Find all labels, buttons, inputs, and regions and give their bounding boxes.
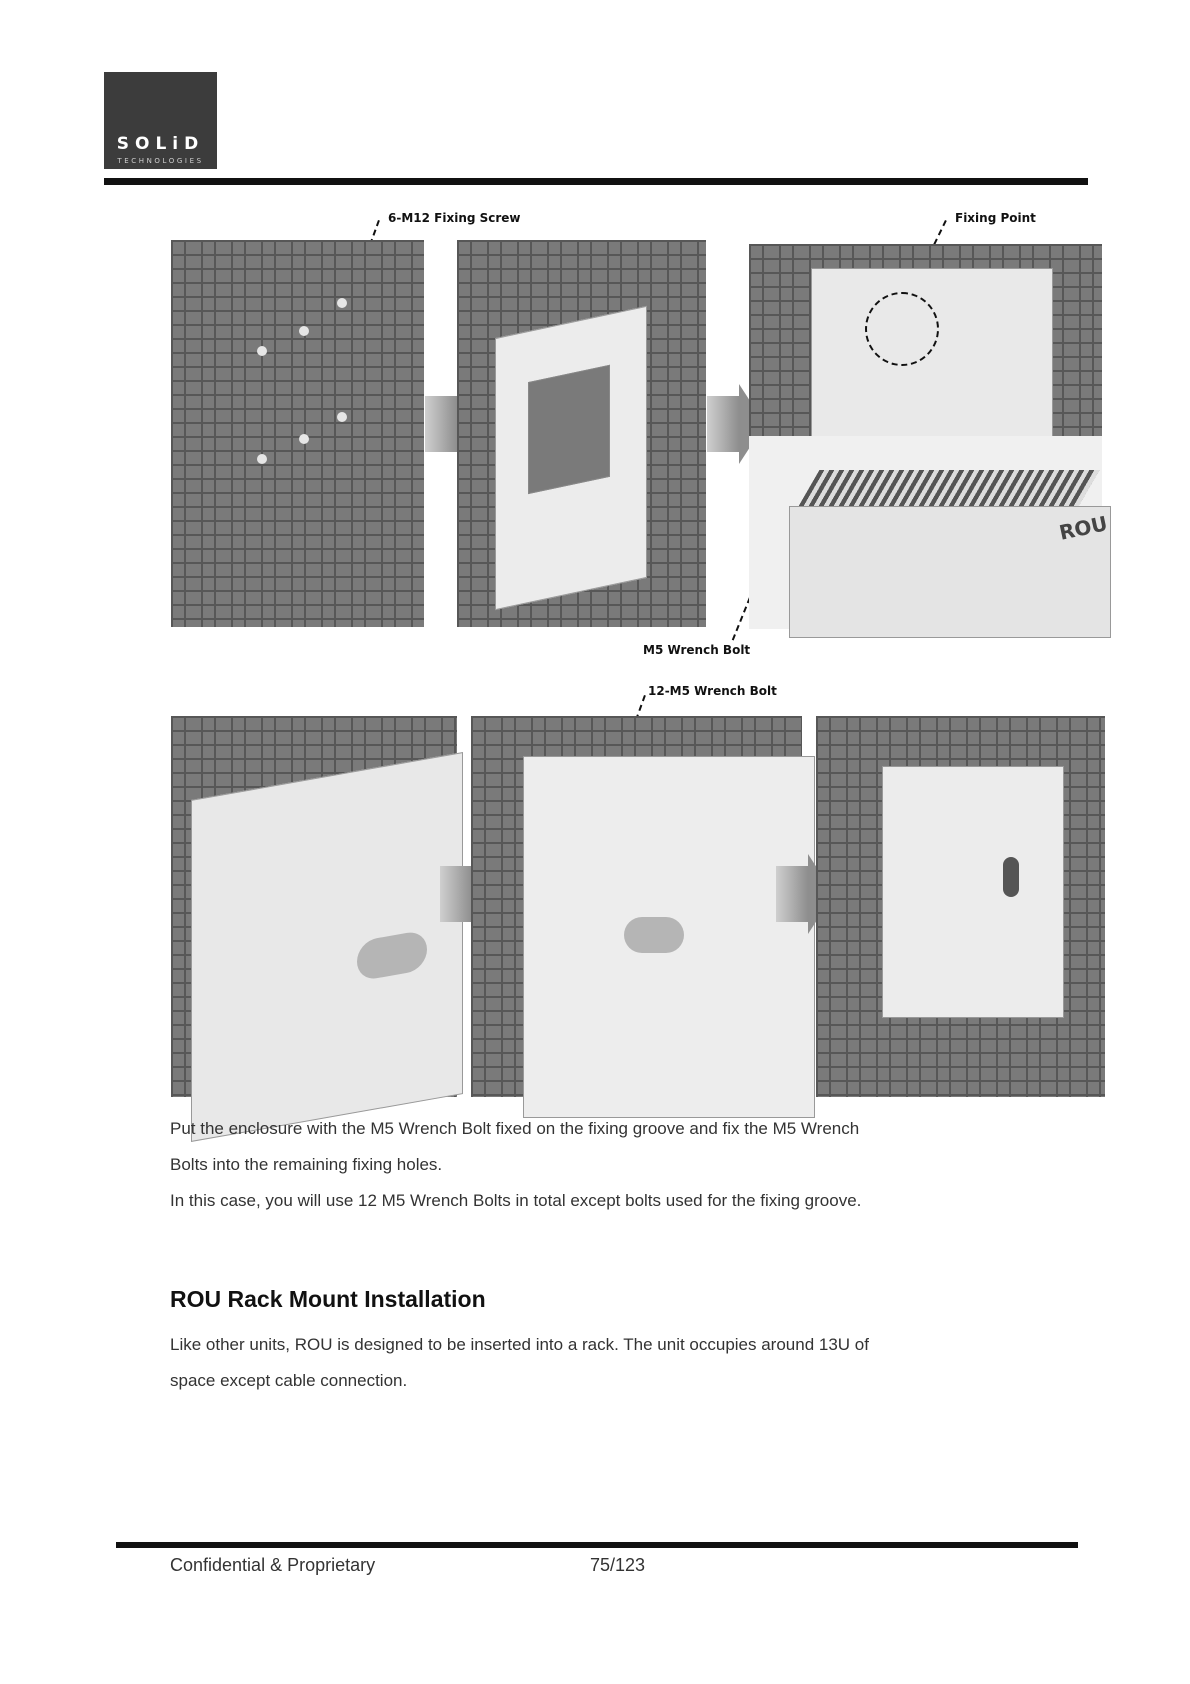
step-2-bracket	[457, 240, 706, 627]
handle-icon	[624, 917, 684, 953]
wall-bracket	[495, 306, 647, 610]
logo-wordmark: SOLiD	[116, 134, 205, 154]
callout-fixing-point: Fixing Point	[955, 211, 1036, 225]
screw-icon	[257, 454, 267, 464]
enclosure-top	[811, 268, 1053, 438]
screw-icon	[257, 346, 267, 356]
step-1-wall-screws	[171, 240, 424, 627]
callout-m5-bolt: M5 Wrench Bolt	[643, 643, 751, 657]
enclosure-latch	[1003, 857, 1019, 897]
handle-icon	[357, 929, 427, 981]
enclosure-panel	[191, 752, 463, 1142]
instruction-line-1: Put the enclosure with the M5 Wrench Bolt fixed on the fixing groove and fix the M5 Wrench	[170, 1119, 860, 1138]
section-title: ROU Rack Mount Installation	[170, 1286, 486, 1312]
footer-divider	[116, 1542, 1078, 1548]
page-number: 75/123	[590, 1555, 646, 1575]
enclosure-panel	[523, 756, 815, 1118]
step-3-enclosure-hanging	[749, 436, 1110, 629]
screw-icon	[337, 298, 347, 308]
screw-icon	[299, 434, 309, 444]
heatsink-fins	[799, 470, 1100, 506]
logo-subtitle: TECHNOLOGIES	[117, 157, 204, 165]
step-arrow	[776, 866, 808, 922]
footer-confidential: Confidential & Proprietary	[170, 1555, 376, 1575]
installed-enclosure	[882, 766, 1064, 1018]
unit-label: ROU	[1057, 511, 1110, 545]
rack-mount-line-2: space except cable connection.	[170, 1371, 408, 1390]
step-5-fix-bolts	[471, 716, 802, 1097]
step-3-fixing-point-closeup	[749, 244, 1102, 436]
callout-m5-bolts-12: 12-M5 Wrench Bolt	[648, 684, 777, 698]
rack-mount-line-1: Like other units, ROU is designed to be inserted into a rack. The unit occupies around 13U of	[170, 1335, 869, 1354]
screw-icon	[299, 326, 309, 336]
company-logo	[104, 72, 217, 169]
fixing-point-highlight	[865, 292, 939, 366]
bracket-window	[528, 365, 610, 494]
screw-icon	[337, 412, 347, 422]
step-4-attach-enclosure	[171, 716, 457, 1097]
instruction-line-3: In this case, you will use 12 M5 Wrench Bolts in total except bolts used for the fixing groove.	[170, 1191, 862, 1210]
step-arrow	[425, 396, 457, 452]
instruction-line-2: Bolts into the remaining fixing holes.	[170, 1155, 443, 1174]
step-arrow	[707, 396, 739, 452]
step-arrow	[440, 866, 472, 922]
callout-screw: 6-M12 Fixing Screw	[388, 211, 521, 225]
step-6-installed	[816, 716, 1105, 1097]
header-divider	[104, 178, 1088, 185]
